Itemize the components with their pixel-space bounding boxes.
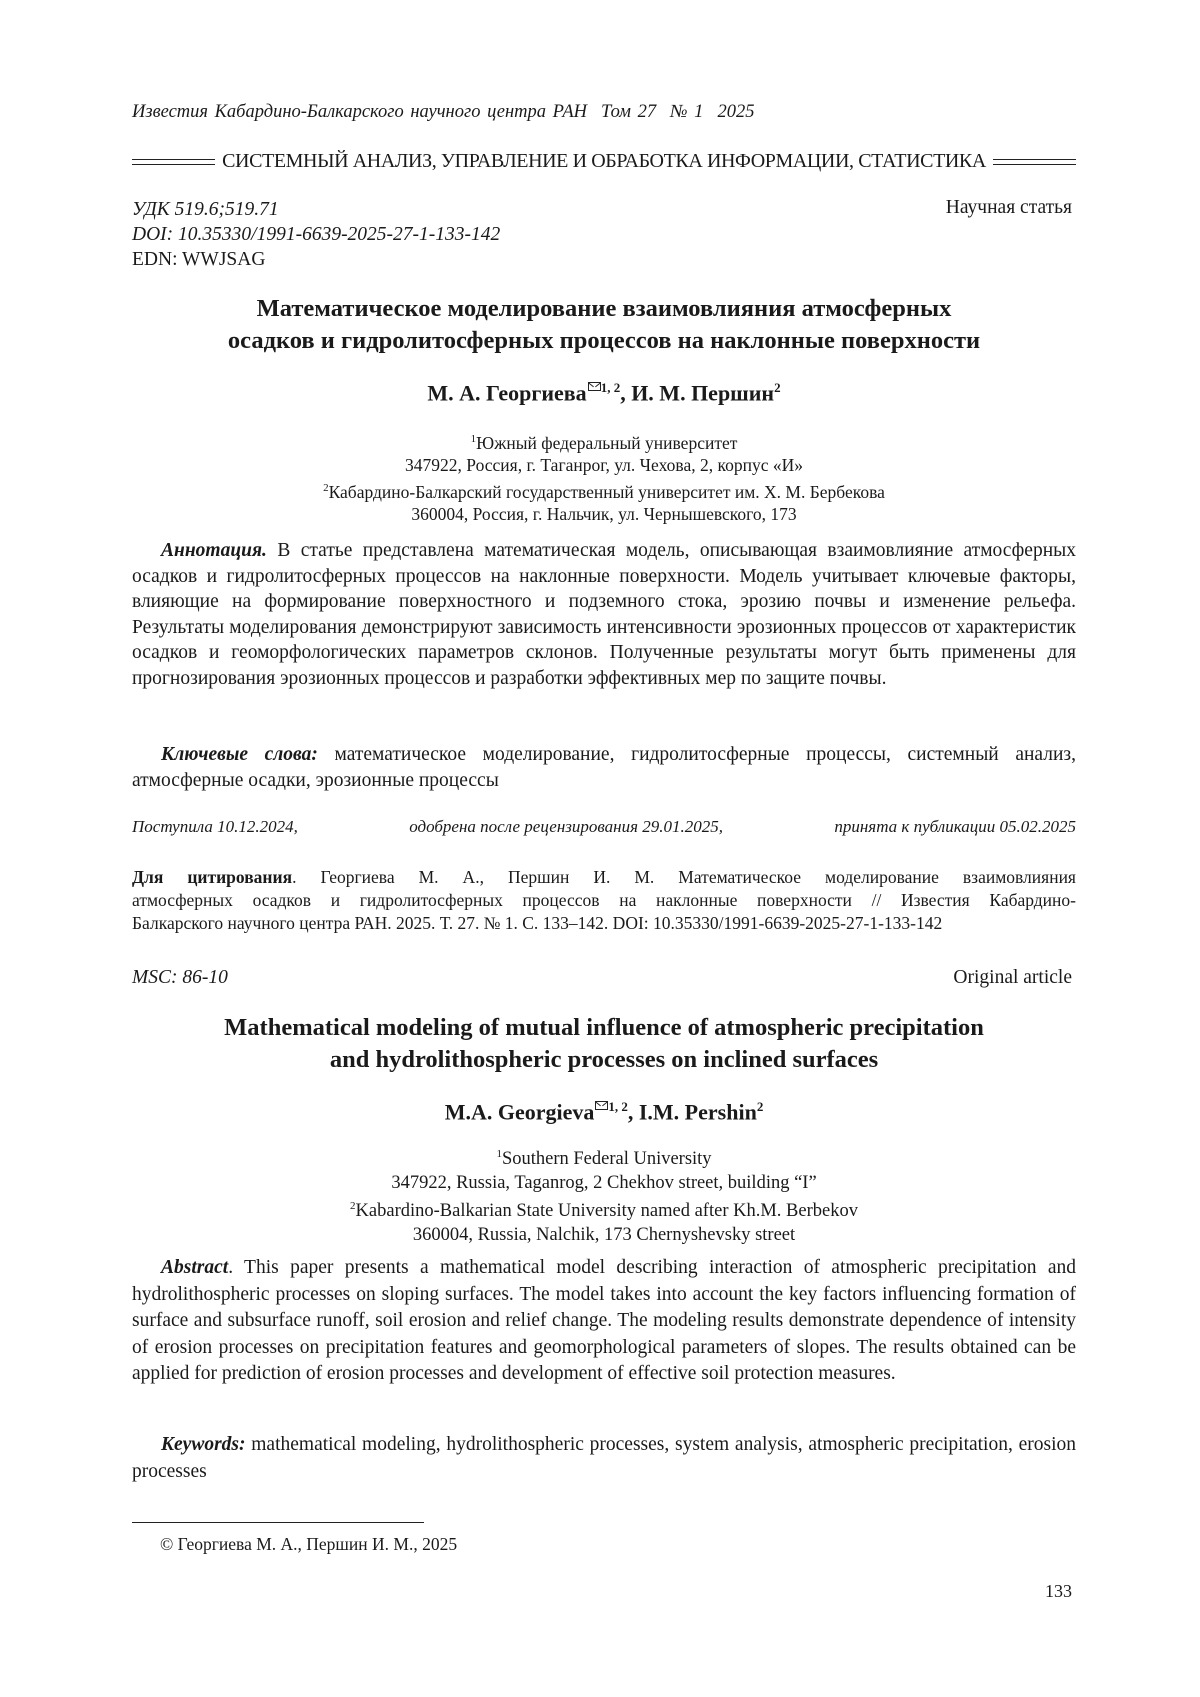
journal-volume: Том 27	[601, 102, 656, 122]
doi: DOI: 10.35330/1991-6639-2025-27-1-133-142	[132, 222, 500, 247]
ru-affiliations	[132, 428, 1076, 526]
citation-line: атмосферных осадков и гидролитосферных процессов на наклонные поверхности // Известия Кабардино-	[132, 889, 1076, 912]
envelope-icon	[588, 382, 601, 391]
section-rule-left	[132, 159, 215, 165]
en-title-line: Mathematical modeling of mutual influence of atmospheric precipitation	[132, 1012, 1076, 1044]
page-number: 133	[1045, 1581, 1072, 1602]
en-author-1-sup: 1, 2	[608, 1099, 628, 1114]
citation	[132, 866, 1076, 935]
en-keywords	[132, 1432, 1076, 1485]
received-date: Поступила 10.12.2024,	[132, 817, 298, 837]
ru-keywords-label: Ключевые слова:	[161, 744, 318, 765]
en-aff1-name: Southern Federal University	[502, 1149, 712, 1169]
copyright: © Георгиева М. А., Першин И. М., 2025	[160, 1534, 457, 1555]
ru-abstract-text: В статье представлена математическая модель, описывающая взаимовлияние атмосферных осадков и гидролитосферных процессов на наклонные поверхности. Модель учитывает ключевые факторы, влияющие на формирование поверхностного и подземного стока, эрозию почвы и изменение рельефа. Результаты моделирования демонстрируют зависимость интенсивности эрозионных процессов от характеристик осадков и геоморфологических параметров склонов. Полученные результаты могут быть применены для прогнозирования эрозионных процессов и разработки эффективных мер по защите почвы.	[132, 540, 1076, 689]
en-keywords-label: Keywords:	[161, 1434, 246, 1455]
ru-aff1-address: 347922, Россия, г. Таганрог, ул. Чехова, 2, корпус «И»	[132, 454, 1076, 477]
journal-header	[132, 102, 754, 123]
ru-keywords-text: математическое моделирование, гидролитосферные процессы, системный анализ, атмосферные осадки, эрозионные процессы	[132, 744, 1076, 791]
en-abstract-label: Abstract	[161, 1257, 228, 1278]
paper-page	[0, 0, 1200, 1697]
accepted-date: принята к публикации 05.02.2025	[834, 817, 1076, 837]
en-author-2: , I.M. Pershin	[628, 1099, 757, 1124]
ru-abstract-label: Аннотация.	[161, 540, 267, 561]
citation-line: Балкарского научного центра РАН. 2025. Т. 27. № 1. С. 133–142. DOI: 10.35330/1991-6639-2025-27-1-133-142	[132, 912, 1076, 935]
en-abstract	[132, 1255, 1076, 1388]
journal-name: Известия Кабардино-Балкарского научного центра РАН	[132, 102, 587, 122]
udc-code: УДК 519.6;519.71	[132, 197, 500, 222]
journal-issue: № 1	[670, 102, 703, 122]
section-rule-right	[993, 159, 1076, 165]
en-author-1: M.A. Georgieva	[445, 1099, 595, 1124]
ru-aff2-sup: 2	[323, 482, 329, 494]
msc-code: MSC: 86-10	[132, 967, 228, 989]
ru-author-2-sup: 2	[774, 380, 781, 395]
edn: EDN: WWJSAG	[132, 247, 500, 272]
citation-label: Для цитирования	[132, 867, 292, 887]
envelope-icon	[595, 1101, 608, 1110]
footnote-rule	[132, 1522, 424, 1523]
en-aff2-name: Kabardino-Balkarian State University named after Kh.M. Berbekov	[356, 1201, 858, 1221]
journal-year: 2025	[717, 102, 754, 122]
en-aff1-sup: 1	[496, 1148, 502, 1160]
section-heading	[132, 150, 1076, 173]
en-author-2-sup: 2	[757, 1099, 764, 1114]
ru-aff1-sup: 1	[471, 433, 477, 445]
en-aff2-address: 360004, Russia, Nalchik, 173 Chernyshevsky street	[132, 1224, 1076, 1248]
ru-title-line: осадков и гидролитосферных процессов на наклонные поверхности	[132, 325, 1076, 357]
ru-author-1-sup: 1, 2	[601, 380, 621, 395]
citation-line: . Георгиева М. А., Першин И. М. Математическое моделирование взаимовлияния	[292, 867, 1076, 887]
ru-aff2-name: Кабардино-Балкарский государственный университет им. Х. М. Бербекова	[329, 482, 885, 502]
en-abstract-text: . This paper presents a mathematical model describing interaction of atmospheric precipitation and hydrolithospheric processes on sloping surfaces. The model takes into account the key factors influencing formation of surface and subsurface runoff, soil erosion and relief change. The modeling results demonstrate dependence of intensity of erosion processes on precipitation features and geomorphological parameters of slopes. The results obtained can be applied for prediction of erosion processes and development of effective soil protection measures.	[132, 1257, 1076, 1384]
ru-article-type: Научная статья	[946, 197, 1072, 219]
en-title	[132, 1012, 1076, 1076]
ru-keywords	[132, 742, 1076, 793]
en-authors	[132, 1099, 1076, 1125]
ru-aff2-address: 360004, Россия, г. Нальчик, ул. Чернышевского, 173	[132, 503, 1076, 526]
en-affiliations	[132, 1143, 1076, 1247]
en-aff1-address: 347922, Russia, Taganrog, 2 Chekhov street, building “I”	[132, 1172, 1076, 1196]
ru-identifiers	[132, 197, 500, 272]
approved-date: одобрена после рецензирования 29.01.2025,	[409, 817, 723, 837]
ru-authors	[132, 380, 1076, 406]
en-keywords-text: mathematical modeling, hydrolithospheric processes, system analysis, atmospheric precipitation, erosion processes	[132, 1434, 1076, 1482]
en-article-type: Original article	[953, 967, 1072, 989]
ru-author-1: М. А. Георгиева	[427, 380, 586, 405]
ru-title	[132, 293, 1076, 357]
en-title-line: and hydrolithospheric processes on inclined surfaces	[132, 1044, 1076, 1076]
en-aff2-sup: 2	[350, 1200, 356, 1212]
ru-author-2: , И. М. Першин	[620, 380, 774, 405]
ru-abstract	[132, 538, 1076, 691]
section-title: СИСТЕМНЫЙ АНАЛИЗ, УПРАВЛЕНИЕ И ОБРАБОТКА ИНФОРМАЦИИ, СТАТИСТИКА	[215, 150, 993, 173]
ru-title-line: Математическое моделирование взаимовлияния атмосферных	[132, 293, 1076, 325]
ru-aff1-name: Южный федеральный университет	[476, 433, 737, 453]
article-dates	[132, 817, 1076, 837]
